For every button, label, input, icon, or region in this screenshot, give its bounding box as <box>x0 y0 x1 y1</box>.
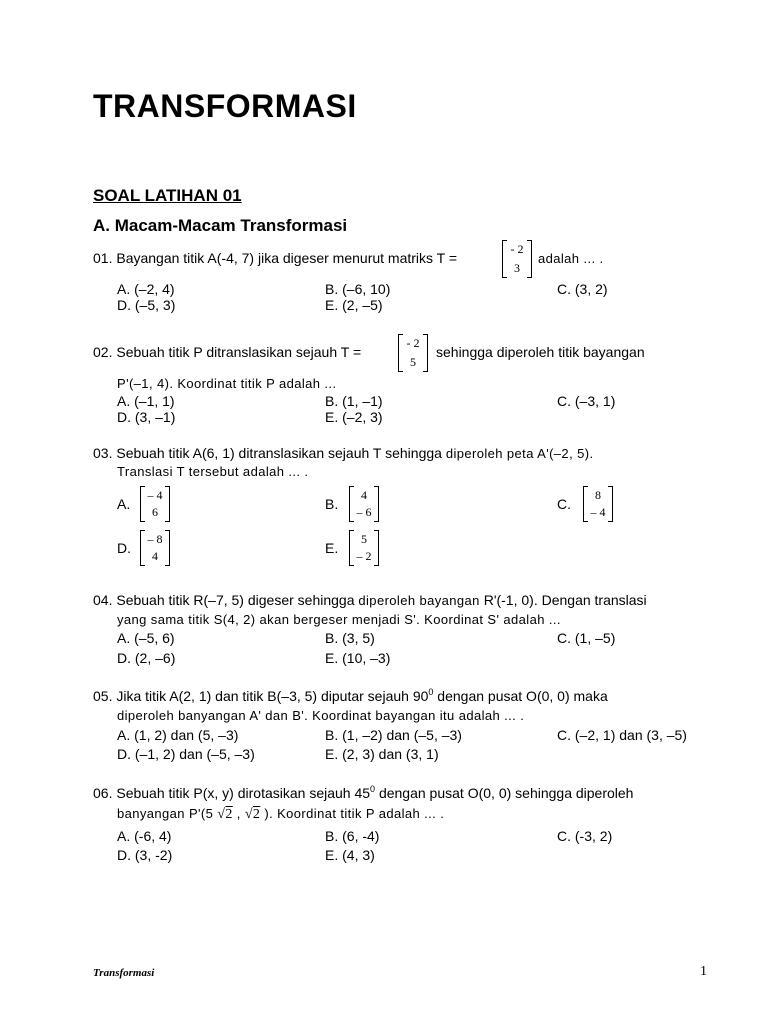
option-d: D. (3, –1) <box>117 409 176 425</box>
continuation-prefix: banyangan P'(5 <box>117 806 214 821</box>
option-a-letter: A. <box>117 496 131 512</box>
option-a: A. (-6, 4) <box>117 828 172 844</box>
option-b: B. (6, -4) <box>325 828 380 844</box>
radicand: 2 <box>252 807 261 822</box>
question-text-main: 03. Sebuah titik A(6, 1) ditranslasikan sejauh T sehingga <box>93 445 442 461</box>
option-a: A. (–1, 1) <box>117 393 175 409</box>
question-text <box>93 445 593 461</box>
matrix-t <box>398 334 428 372</box>
question-continuation: Translasi T tersebut adalah ... . <box>117 464 309 479</box>
option-d: D. (2, –6) <box>117 650 176 666</box>
matrix-cell: 6 <box>152 505 158 519</box>
continuation-suffix: ). Koordinat titik P adalah ... . <box>260 806 445 821</box>
option-c: C. (1, –5) <box>557 630 616 646</box>
option-a: A. (–2, 4) <box>117 281 175 297</box>
degree-superscript: 0 <box>370 784 376 794</box>
question-text-tail: adalah ... . <box>538 251 604 266</box>
section-heading: SOAL LATIHAN 01 <box>93 186 242 205</box>
option-c: C. (3, 2) <box>557 281 608 297</box>
question-text <box>93 785 633 801</box>
question-text-tail: diperoleh peta A'(–2, 5). <box>445 446 594 461</box>
question-text: 02. Sebuah titik P ditranslasikan sejauh T = <box>93 344 362 360</box>
question-text: 01. Bayangan titik A(-4, 7) jika digeser menurut matriks T = <box>93 250 458 266</box>
option-e-letter: E. <box>325 540 339 556</box>
matrix-cell: 3 <box>514 261 520 275</box>
option-b: B. (3, 5) <box>325 630 375 646</box>
question-text-mid: diperoleh bayangan <box>358 593 480 608</box>
option-a: A. (1, 2) dan (5, –3) <box>117 727 239 743</box>
matrix-t <box>502 240 532 278</box>
option-a: A. (–5, 6) <box>117 630 175 646</box>
matrix-cell: 5 <box>361 532 367 546</box>
degree-superscript: 0 <box>428 687 434 697</box>
option-c: C. (–3, 1) <box>557 393 616 409</box>
sqrt-symbol: √2 <box>217 807 233 822</box>
option-b-matrix <box>349 486 379 522</box>
footer-label: Transformasi <box>93 967 155 979</box>
option-c: C. (-3, 2) <box>557 828 613 844</box>
matrix-cell: - 2 <box>510 242 524 256</box>
question-continuation <box>117 806 444 823</box>
option-b: B. (1, –2) dan (–5, –3) <box>325 727 462 743</box>
page-number: 1 <box>700 964 707 979</box>
continuation-comma: , <box>232 806 241 821</box>
option-c: C. (–2, 1) dan (3, –5) <box>557 727 687 743</box>
option-d-letter: D. <box>117 540 131 556</box>
option-e: E. (2, –5) <box>325 297 383 313</box>
option-d: D. (–1, 2) dan (–5, –3) <box>117 746 255 762</box>
question-text-main: 06. Sebuah titik P(x, y) dirotasikan sejauh 45 <box>93 785 371 801</box>
matrix-cell: 4 <box>361 488 367 502</box>
subsection-heading: A. Macam-Macam Transformasi <box>93 216 348 235</box>
matrix-cell: – 4 <box>590 505 606 519</box>
question-text-tail: dengan pusat O(0, 0) sehingga diperoleh <box>375 785 634 801</box>
option-b: B. (–6, 10) <box>325 281 391 297</box>
question-text-main: 05. Jika titik A(2, 1) dan titik B(–3, 5) diputar sejauh 90 <box>93 688 429 704</box>
matrix-cell: - 2 <box>406 336 420 350</box>
option-a-matrix <box>140 486 170 522</box>
matrix-cell: – 2 <box>356 549 372 563</box>
option-d: D. (–5, 3) <box>117 297 176 313</box>
option-d-matrix <box>140 530 170 566</box>
matrix-cell: – 8 <box>147 532 163 546</box>
question-text <box>93 592 647 608</box>
option-e: E. (–2, 3) <box>325 409 383 425</box>
radicand: 2 <box>225 807 233 822</box>
option-c-letter: C. <box>557 496 571 512</box>
question-text-tail: R'(-1, 0). Dengan translasi <box>483 592 647 608</box>
question-text-main: 04. Sebuah titik R(–7, 5) digeser sehingga <box>93 592 355 608</box>
option-e: E. (10, –3) <box>325 650 391 666</box>
question-continuation: yang sama titik S(4, 2) akan bergeser menjadi S'. Koordinat S' adalah ... <box>117 612 561 627</box>
option-e-matrix <box>349 530 379 566</box>
option-e: E. (2, 3) dan (3, 1) <box>325 746 439 762</box>
option-b: B. (1, –1) <box>325 393 383 409</box>
matrix-cell: 8 <box>595 488 601 502</box>
question-continuation: diperoleh banyangan A' dan B'. Koordinat bayangan itu adalah ... . <box>117 708 525 723</box>
question-continuation: P'(–1, 4). Koordinat titik P adalah ... <box>117 376 337 391</box>
option-c-matrix <box>583 486 613 522</box>
option-b-letter: B. <box>325 496 339 512</box>
option-d: D. (3, -2) <box>117 847 173 863</box>
sqrt-symbol: √2 <box>244 807 261 822</box>
question-text <box>93 688 608 704</box>
matrix-cell: 4 <box>152 549 158 563</box>
question-text-tail: sehingga diperoleh titik bayangan <box>436 344 645 360</box>
matrix-cell: – 6 <box>356 505 372 519</box>
page-title: TRANSFORMASI <box>93 88 357 124</box>
matrix-cell: – 4 <box>147 488 163 502</box>
option-e: E. (4, 3) <box>325 847 375 863</box>
matrix-cell: 5 <box>410 355 416 369</box>
question-text-tail: dengan pusat O(0, 0) maka <box>433 688 608 704</box>
